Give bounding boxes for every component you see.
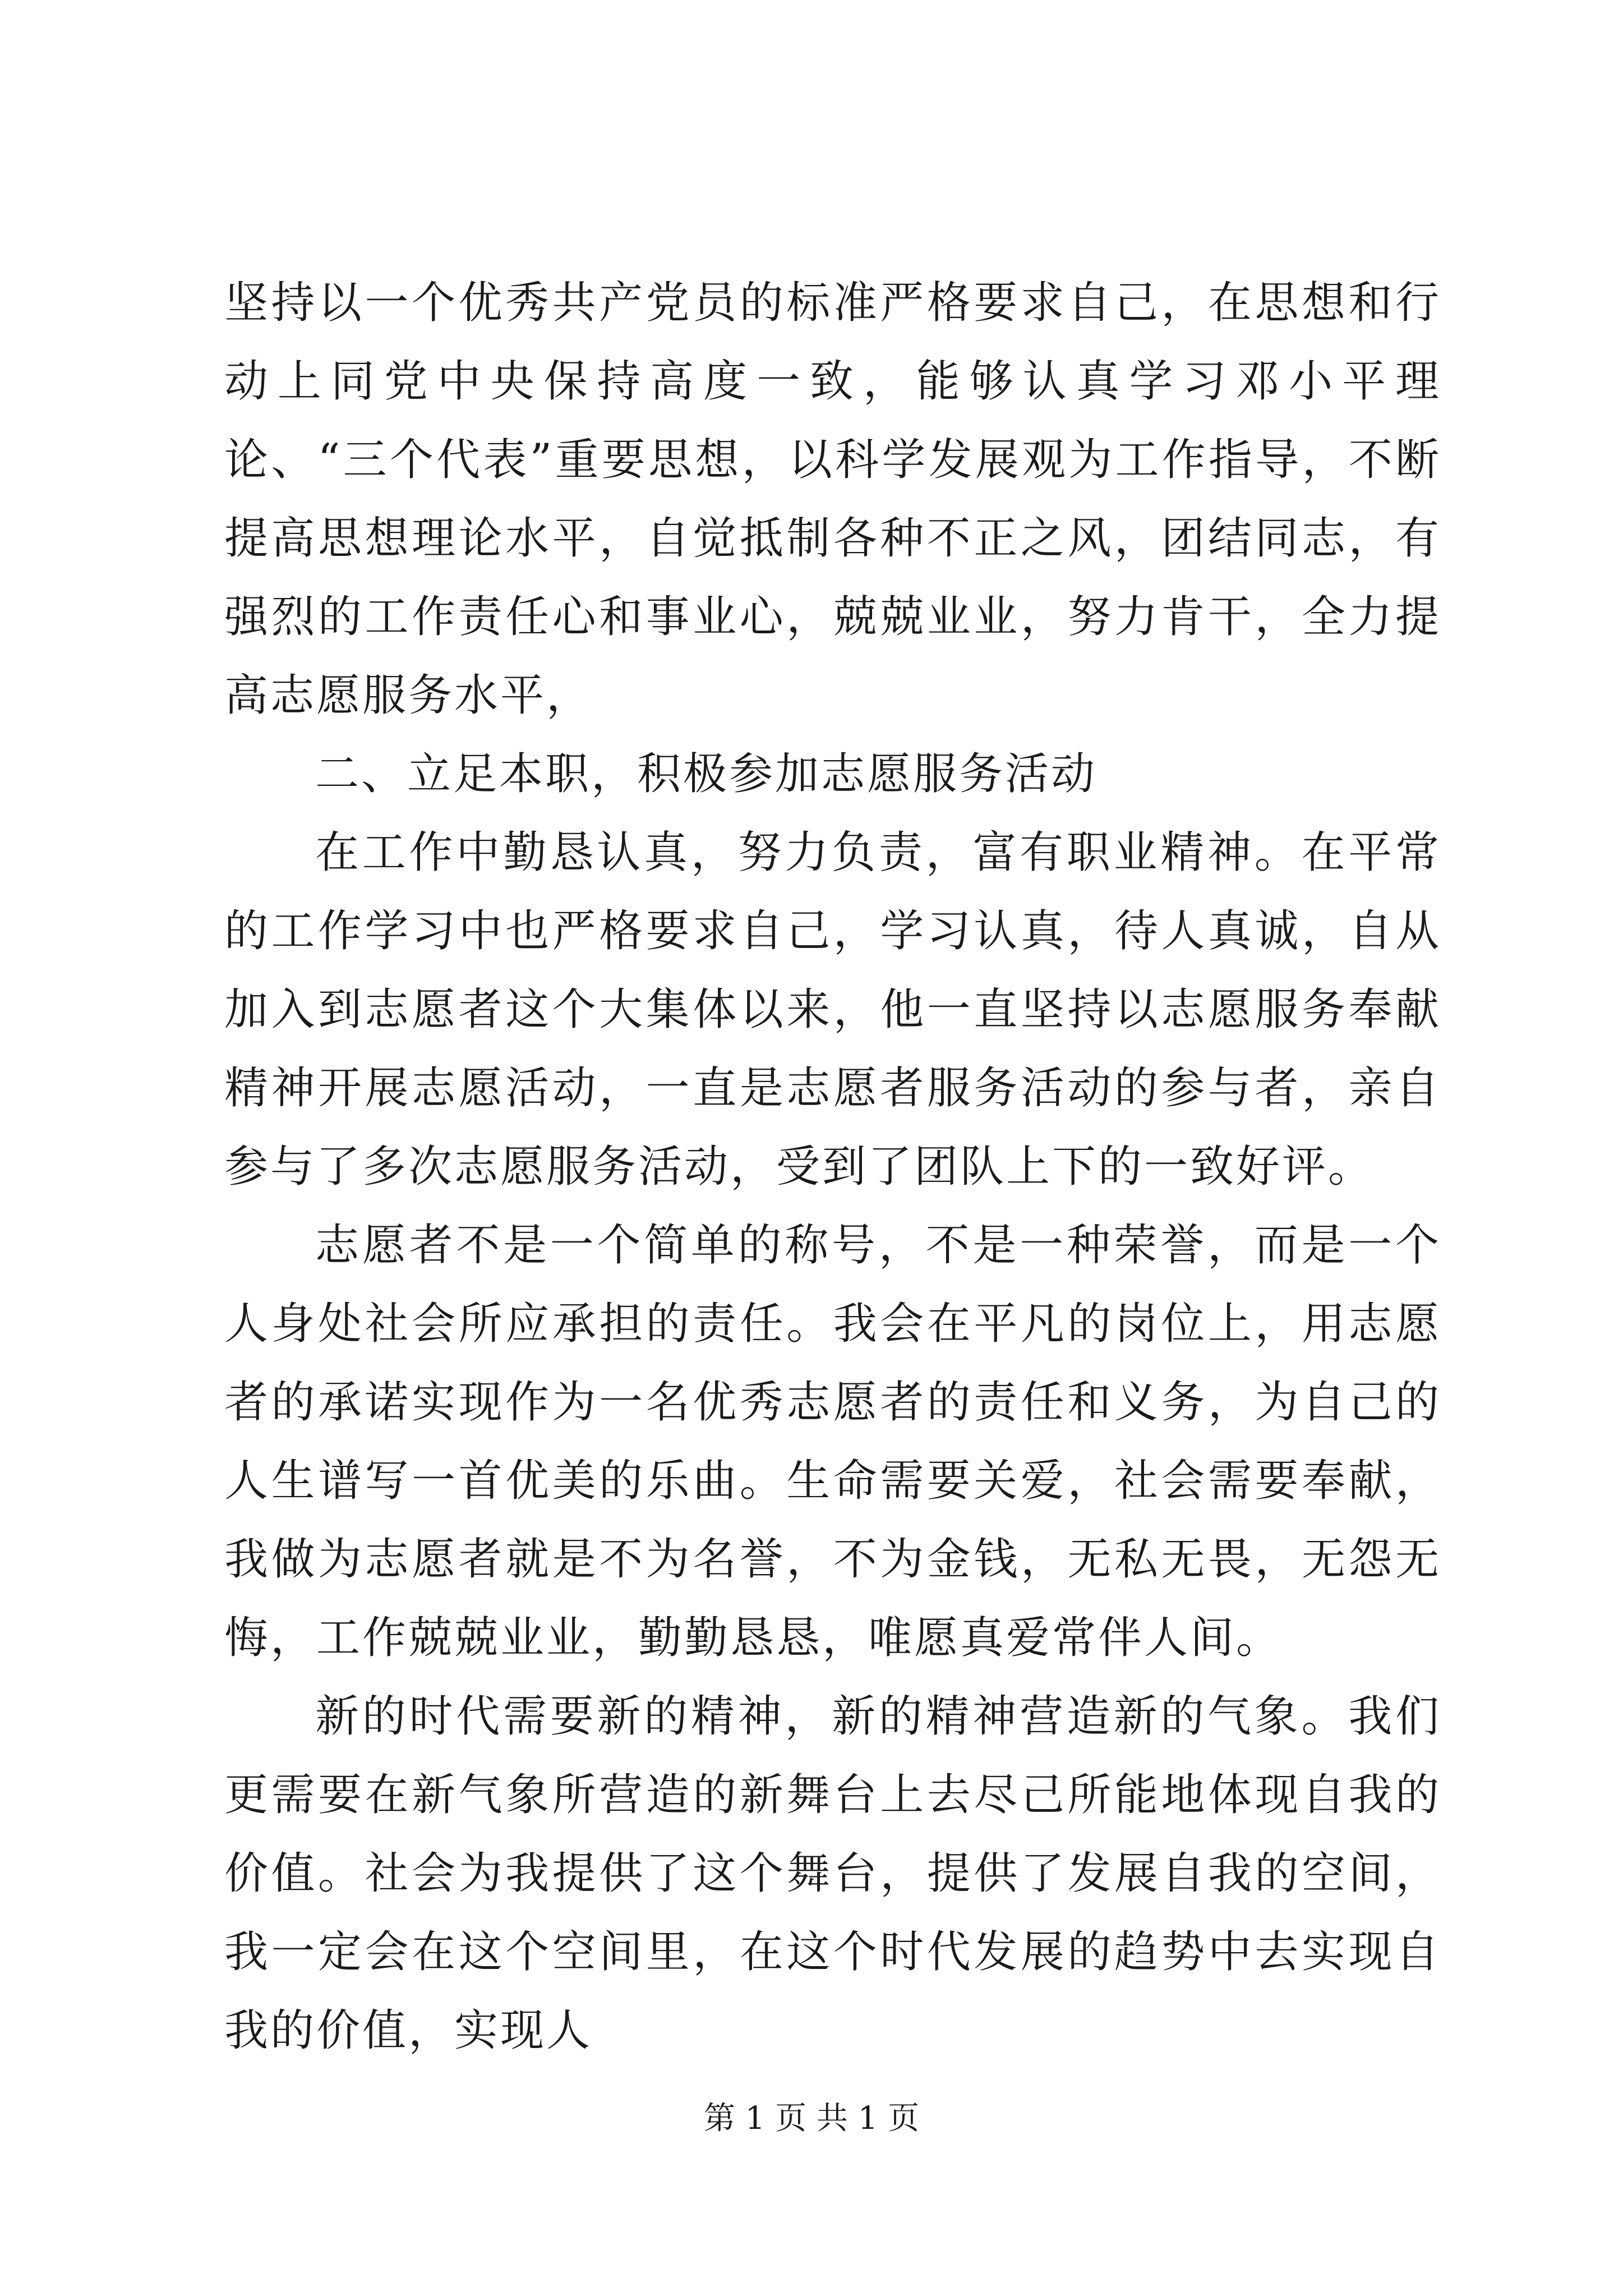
paragraph-continued: 坚持以一个优秀共产党员的标准严格要求自己，在思想和行动上同党中央保持高度一致，能够认真学习邓小平理论、“三个代表”重要思想，以科学发展观为工作指导，不断提高思想理论水平，自觉抵制各种不正之风，团结同志，有强烈的工作责任心和事业心，兢兢业业，努力肯干，全力提高志愿服务水平， bbox=[224, 278, 1441, 721]
page-footer: 第 1 页 共 1 页 bbox=[703, 2100, 920, 2137]
paragraph: 新的时代需要新的精神，新的精神营造新的气象。我们更需要在新气象所营造的新舞台上去尽己所能地体现自我的价值。社会为我提供了这个舞台，提供了发展自我的空间，我一定会在这个空间里，在这个时代发展的趋势中去实现自我的价值，实现人 bbox=[224, 1691, 1441, 2056]
paragraph: 在工作中勤恳认真，努力负责，富有职业精神。在平常的工作学习中也严格要求自己，学习认真，待人真诚，自从加入到志愿者这个大集体以来，他一直坚持以志愿服务奉献精神开展志愿活动，一直是志愿者服务活动的参与者，亲自参与了多次志愿服务活动，受到了团队上下的一致好评。 bbox=[224, 827, 1441, 1192]
document-body bbox=[224, 264, 1441, 2070]
paragraph: 志愿者不是一个简单的称号，不是一种荣誉，而是一个人身处社会所应承担的责任。我会在平凡的岗位上，用志愿者的承诺实现作为一名优秀志愿者的责任和义务，为自己的人生谱写一首优美的乐曲。生命需要关爱，社会需要奉献，我做为志愿者就是不为名誉，不为金钱，无私无畏，无怨无悔，工作兢兢业业，勤勤恳恳，唯愿真爱常伴人间。 bbox=[224, 1220, 1441, 1663]
section-heading: 二、立足本职，积极参加志愿服务活动 bbox=[315, 749, 1098, 799]
